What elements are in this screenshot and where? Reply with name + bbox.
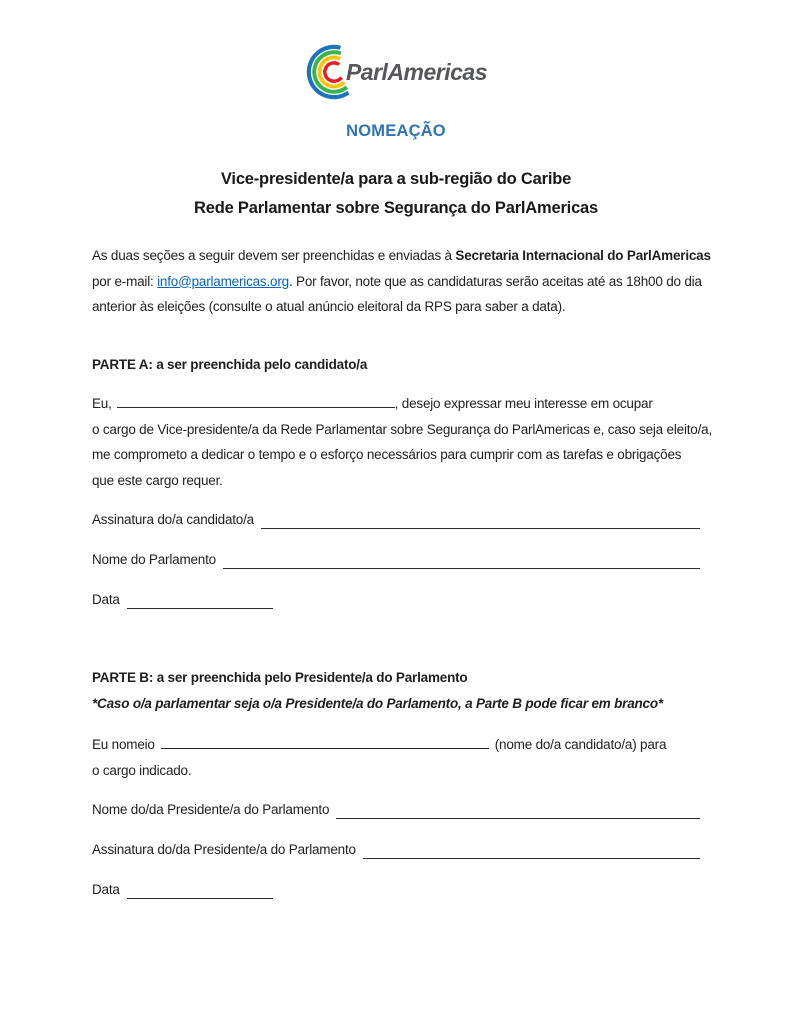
nominate-line-2: o cargo indicado.: [92, 762, 192, 778]
president-signature-row: [92, 840, 700, 859]
parte-b-note: *Caso o/a parlamentar seja o/a Presidente/a do Parlamento, a Parte B pode ficar em branco*: [92, 695, 663, 711]
parte-b-date-row: [92, 880, 700, 899]
statement-line-4: que este cargo requer.: [92, 472, 223, 488]
parliament-name-row: [92, 550, 700, 569]
statement-line-3: me comprometo a dedicar o tempo e o esforço necessários para cumprir com as tarefas e obrigações: [92, 447, 682, 462]
document-title: [92, 165, 700, 223]
president-name-blank: [336, 806, 700, 819]
president-name-label: Nome do/da Presidente/a do Parlamento: [92, 802, 330, 817]
parte-a-date-label: Data: [92, 592, 120, 607]
president-signature-label: Assinatura do/da Presidente/a do Parlamento: [92, 842, 356, 857]
intro-line-1: [92, 243, 711, 269]
parte-a-statement: [92, 391, 713, 493]
parlamericas-logo: [92, 42, 700, 102]
nominate-before: Eu nomeio: [92, 737, 155, 752]
parte-b-date-blank: [127, 886, 273, 899]
parliament-name-label: Nome do Parlamento: [92, 552, 216, 567]
parte-a-section: [92, 352, 713, 610]
parte-b-section: [92, 665, 700, 899]
parte-a-date-row: [92, 590, 700, 609]
candidate-name-blank: [117, 395, 395, 408]
intro-paragraph: [92, 243, 711, 320]
parte-b-heading: PARTE B: a ser preenchida pelo Presidente/a do Parlamento: [92, 670, 468, 685]
intro-line-2-rest: . Por favor, note que as candidaturas serão aceitas até as 18h00 do dia: [288, 273, 702, 289]
parte-a-heading: PARTE A: a ser preenchida pelo candidato/a: [92, 356, 368, 372]
intro-line-1-text: As duas seções a seguir devem ser preenchidas e enviadas à: [92, 248, 456, 263]
candidate-signature-blank: [261, 516, 700, 529]
intro-line-2: [92, 269, 700, 295]
nomination-heading: NOMEAÇÃO: [346, 122, 446, 140]
statement-line-1-after: , desejo expressar meu interesse em ocupar: [394, 396, 653, 411]
nominate-after: (nome do/a candidato/a) para: [494, 737, 667, 752]
parliament-name-blank: [223, 556, 700, 569]
president-name-row: [92, 800, 700, 819]
nominee-name-blank: [161, 736, 489, 749]
intro-line-1-bold: Secretaria Internacional do ParlAmericas: [455, 248, 711, 263]
statement-line-1-before: Eu,: [92, 396, 112, 411]
statement-line-1: [92, 391, 700, 417]
nominate-line-1: [92, 732, 700, 758]
president-signature-blank: [363, 846, 700, 859]
statement-line-2: o cargo de Vice-presidente/a da Rede Parlamentar sobre Segurança do ParlAmericas e, caso seja eleito/a,: [92, 421, 713, 437]
candidate-signature-row: [92, 510, 700, 529]
intro-line-2-text: por e-mail:: [92, 273, 158, 289]
intro-line-3: anterior às eleições (consulte o atual anúncio eleitoral da RPS para saber a data).: [92, 299, 566, 314]
nomination-statement: [92, 732, 700, 783]
parte-a-date-blank: [127, 596, 273, 609]
title-line-1: Vice-presidente/a para a sub-região do Caribe: [220, 170, 572, 188]
parlamericas-logo-text: ParlAmericas: [345, 58, 488, 85]
candidate-signature-label: Assinatura do/a candidato/a: [92, 512, 254, 527]
email-link[interactable]: info@parlamericas.org: [157, 273, 289, 289]
parte-b-date-label: Data: [92, 882, 120, 897]
title-line-2: Rede Parlamentar sobre Segurança do ParlAmericas: [194, 199, 598, 217]
